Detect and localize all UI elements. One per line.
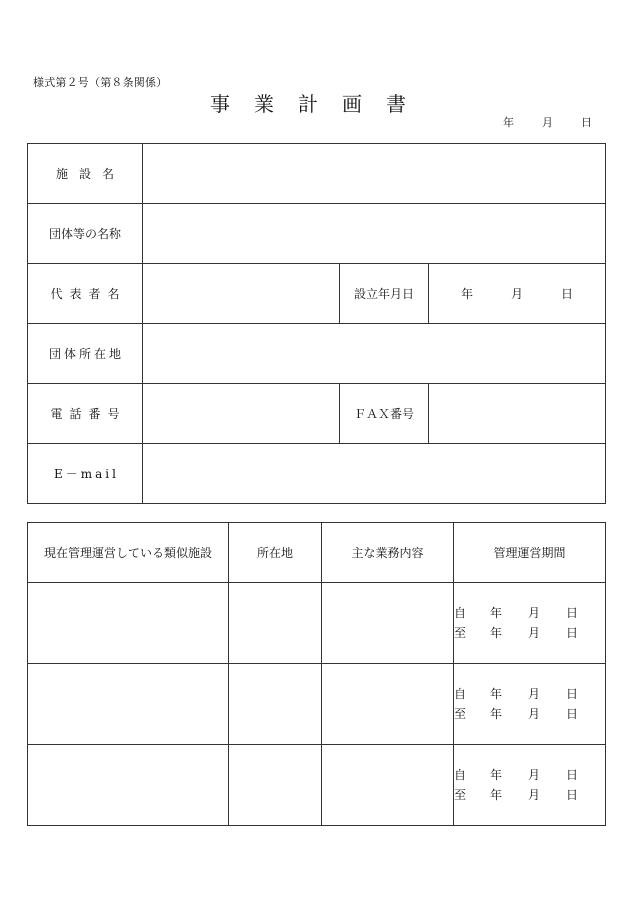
date-year: 年 [503,116,514,129]
email-field[interactable] [143,444,606,504]
period-cell[interactable] [454,664,606,745]
established-date-field[interactable] [429,264,606,324]
facility-cell[interactable] [28,664,229,745]
established-month: 月 [511,287,524,301]
header-period: 管理運営期間 [454,523,606,583]
location-cell[interactable] [229,583,322,664]
form-number: 様式第２号（第８条関係） [33,76,168,89]
business-cell[interactable] [322,664,454,745]
organization-info-table [27,143,606,504]
table-row [28,583,606,664]
document-title: 事業計画書 [210,92,430,116]
business-cell[interactable] [322,583,454,664]
table-row [28,664,606,745]
facility-cell[interactable] [28,745,229,826]
established-year: 年 [460,287,473,301]
row-facility-name [28,144,606,204]
representative-field[interactable] [143,264,340,324]
period-cell[interactable] [454,745,606,826]
table-row [28,745,606,826]
business-cell[interactable] [322,745,454,826]
period-cell[interactable] [454,583,606,664]
phone-field[interactable] [143,384,340,444]
facility-cell[interactable] [28,583,229,664]
header-location: 所在地 [229,523,322,583]
period-from: 自 年 月 日 [454,768,579,782]
facility-name-label: 施設名 [28,144,143,204]
row-address [28,324,606,384]
fax-field[interactable] [429,384,606,444]
fax-label: ＦＡＸ番号 [340,384,429,444]
location-cell[interactable] [229,745,322,826]
similar-facilities-table [27,522,606,826]
established-date-label: 設立年月日 [340,264,429,324]
row-organization-name [28,204,606,264]
period-to: 至 年 月 日 [454,707,579,721]
organization-name-label: 団体等の名称 [28,204,143,264]
period-from: 自 年 月 日 [454,687,579,701]
date-month: 月 [542,116,553,129]
phone-label: 電話番号 [28,384,143,444]
organization-name-field[interactable] [143,204,606,264]
submission-date [503,114,592,130]
location-cell[interactable] [229,664,322,745]
facility-table-header [28,523,606,583]
facility-name-field[interactable] [143,144,606,204]
period-to: 至 年 月 日 [454,788,579,802]
header-facility: 現在管理運営している類似施設 [28,523,229,583]
established-day: 日 [561,287,574,301]
header-business: 主な業務内容 [322,523,454,583]
row-representative [28,264,606,324]
period-to: 至 年 月 日 [454,626,579,640]
address-field[interactable] [143,324,606,384]
address-label: 団体所在地 [28,324,143,384]
row-email [28,444,606,504]
date-day: 日 [581,116,592,129]
row-phone-fax [28,384,606,444]
period-from: 自 年 月 日 [454,606,579,620]
email-label: E－mail [28,444,143,504]
representative-label: 代表者名 [28,264,143,324]
